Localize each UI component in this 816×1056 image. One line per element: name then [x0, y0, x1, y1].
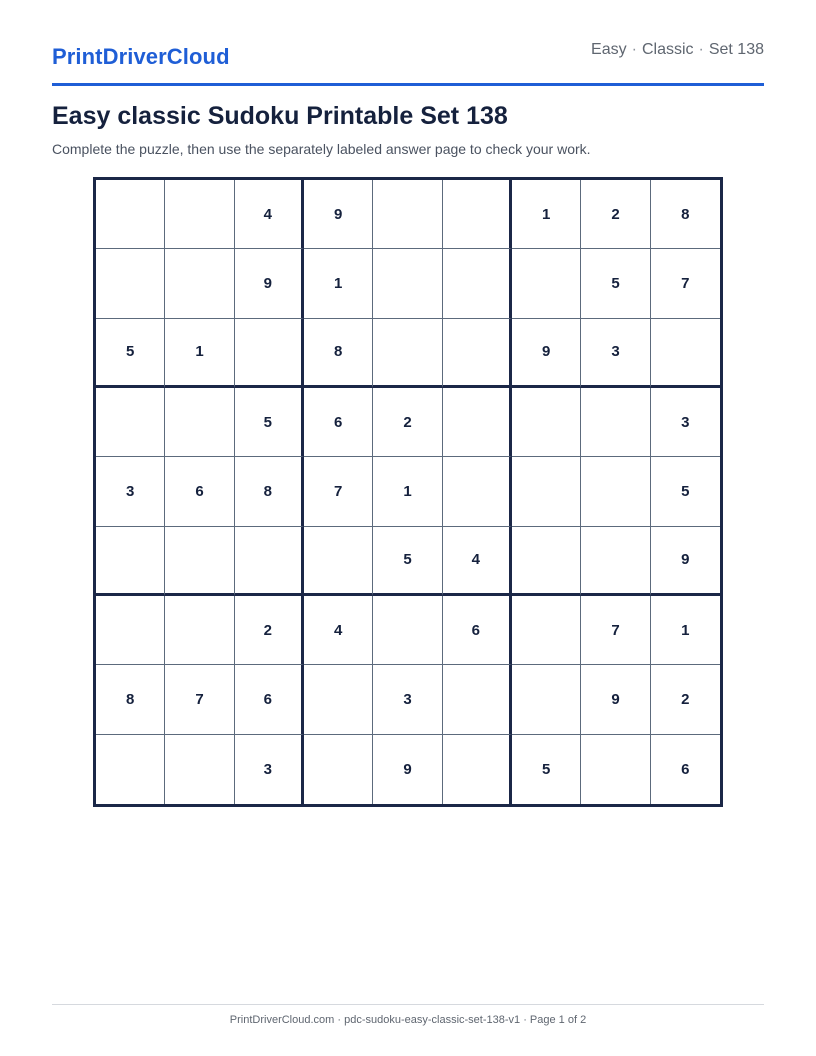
sudoku-cell[interactable]: 5: [373, 527, 442, 596]
sudoku-cell[interactable]: 6: [443, 596, 512, 665]
sudoku-cell[interactable]: 6: [235, 665, 304, 734]
sudoku-cell[interactable]: [512, 527, 581, 596]
sudoku-cell[interactable]: [512, 388, 581, 457]
sudoku-cell[interactable]: 8: [304, 319, 373, 388]
sudoku-cell[interactable]: 8: [235, 457, 304, 526]
sudoku-cell[interactable]: [443, 180, 512, 249]
sudoku-cell[interactable]: 4: [443, 527, 512, 596]
sudoku-cell[interactable]: [373, 180, 442, 249]
sudoku-cell[interactable]: 1: [304, 249, 373, 318]
sudoku-cell[interactable]: 5: [651, 457, 720, 526]
sudoku-cell[interactable]: 4: [304, 596, 373, 665]
sudoku-cell[interactable]: [96, 180, 165, 249]
sudoku-cell[interactable]: 3: [373, 665, 442, 734]
sudoku-cell[interactable]: 2: [581, 180, 650, 249]
sudoku-cell[interactable]: [165, 249, 234, 318]
sudoku-cell[interactable]: [96, 735, 165, 804]
sudoku-cell[interactable]: 9: [512, 319, 581, 388]
sudoku-cell[interactable]: 7: [651, 249, 720, 318]
sudoku-cell[interactable]: 6: [304, 388, 373, 457]
sudoku-cell[interactable]: 7: [581, 596, 650, 665]
sudoku-cell[interactable]: 3: [651, 388, 720, 457]
sudoku-cell[interactable]: 7: [165, 665, 234, 734]
sudoku-cell[interactable]: 3: [581, 319, 650, 388]
page-header: [52, 0, 764, 86]
sudoku-cell[interactable]: 2: [235, 596, 304, 665]
sudoku-cell[interactable]: [581, 527, 650, 596]
sudoku-cell[interactable]: 5: [96, 319, 165, 388]
sudoku-cell[interactable]: 8: [96, 665, 165, 734]
sudoku-cell[interactable]: 6: [681, 760, 690, 778]
instructions-text: Complete the puzzle, then use the separately labeled answer page to check your work.: [52, 141, 591, 157]
footer-divider: [52, 1004, 764, 1005]
sudoku-cell[interactable]: 5: [235, 388, 304, 457]
sudoku-cell[interactable]: 9: [581, 665, 650, 734]
sudoku-cell[interactable]: 3: [96, 457, 165, 526]
sudoku-cell[interactable]: [373, 596, 442, 665]
set-tag: Set 138: [708, 41, 764, 58]
sudoku-cell[interactable]: 9: [651, 527, 720, 596]
sudoku-grid: [93, 177, 723, 807]
sudoku-cell[interactable]: [512, 665, 581, 734]
brand-logo-text: PrintDriverCloud: [52, 44, 230, 69]
sudoku-cell[interactable]: 1: [373, 457, 442, 526]
sudoku-cell[interactable]: [581, 457, 650, 526]
sudoku-cell[interactable]: [304, 527, 373, 596]
sudoku-cell[interactable]: [443, 249, 512, 318]
sudoku-cell[interactable]: [96, 249, 165, 318]
sudoku-cell[interactable]: [96, 596, 165, 665]
sudoku-cell[interactable]: [443, 388, 512, 457]
sudoku-cell[interactable]: [373, 249, 442, 318]
sudoku-cell[interactable]: 9: [304, 180, 373, 249]
sudoku-cell[interactable]: 6: [165, 457, 234, 526]
sudoku-cell[interactable]: 3: [235, 735, 304, 804]
sudoku-cell[interactable]: [512, 457, 581, 526]
sudoku-cell[interactable]: 1: [512, 180, 581, 249]
sudoku-cell[interactable]: 4: [235, 180, 304, 249]
sudoku-cell[interactable]: [443, 735, 512, 804]
sudoku-cell[interactable]: [581, 735, 650, 804]
page-title: Easy classic Sudoku Printable Set 138: [52, 102, 508, 130]
sudoku-cell[interactable]: [165, 388, 234, 457]
sudoku-cell[interactable]: 9: [373, 735, 442, 804]
sudoku-cell[interactable]: 7: [304, 457, 373, 526]
sudoku-cell[interactable]: [512, 596, 581, 665]
sudoku-cell[interactable]: 8: [651, 180, 720, 249]
sudoku-cell[interactable]: [96, 388, 165, 457]
variant-tag: Classic: [641, 41, 694, 58]
sudoku-cell[interactable]: [304, 735, 373, 804]
tag-separator: ·: [698, 41, 704, 58]
sudoku-cell[interactable]: 5: [512, 735, 581, 804]
sudoku-cell[interactable]: 2: [373, 388, 442, 457]
sudoku-cell[interactable]: [96, 527, 165, 596]
sudoku-cell[interactable]: 5: [581, 249, 650, 318]
sudoku-cell[interactable]: [443, 665, 512, 734]
sudoku-cell[interactable]: [373, 319, 442, 388]
sudoku-cell[interactable]: [651, 319, 720, 388]
difficulty-tag: Easy: [591, 41, 627, 58]
sudoku-cell[interactable]: [165, 527, 234, 596]
sudoku-cell[interactable]: 9: [235, 249, 304, 318]
sudoku-cell[interactable]: [512, 249, 581, 318]
sudoku-cell[interactable]: [443, 457, 512, 526]
sudoku-cell[interactable]: [235, 319, 304, 388]
sudoku-cell[interactable]: 1: [651, 596, 720, 665]
sudoku-cell[interactable]: [165, 735, 234, 804]
footer-text: PrintDriverCloud.com · pdc-sudoku-easy-classic-set-138-v1 · Page 1 of 2: [229, 1014, 587, 1026]
puzzle-meta-tags: [591, 41, 764, 59]
sudoku-cell[interactable]: [165, 596, 234, 665]
sudoku-cell[interactable]: 2: [651, 665, 720, 734]
sudoku-cell[interactable]: [165, 180, 234, 249]
tag-separator: ·: [631, 41, 637, 58]
sudoku-cell[interactable]: [304, 665, 373, 734]
sudoku-cell[interactable]: [581, 388, 650, 457]
sudoku-cell[interactable]: [235, 527, 304, 596]
sudoku-cell[interactable]: [443, 319, 512, 388]
sudoku-cell[interactable]: 1: [165, 319, 234, 388]
